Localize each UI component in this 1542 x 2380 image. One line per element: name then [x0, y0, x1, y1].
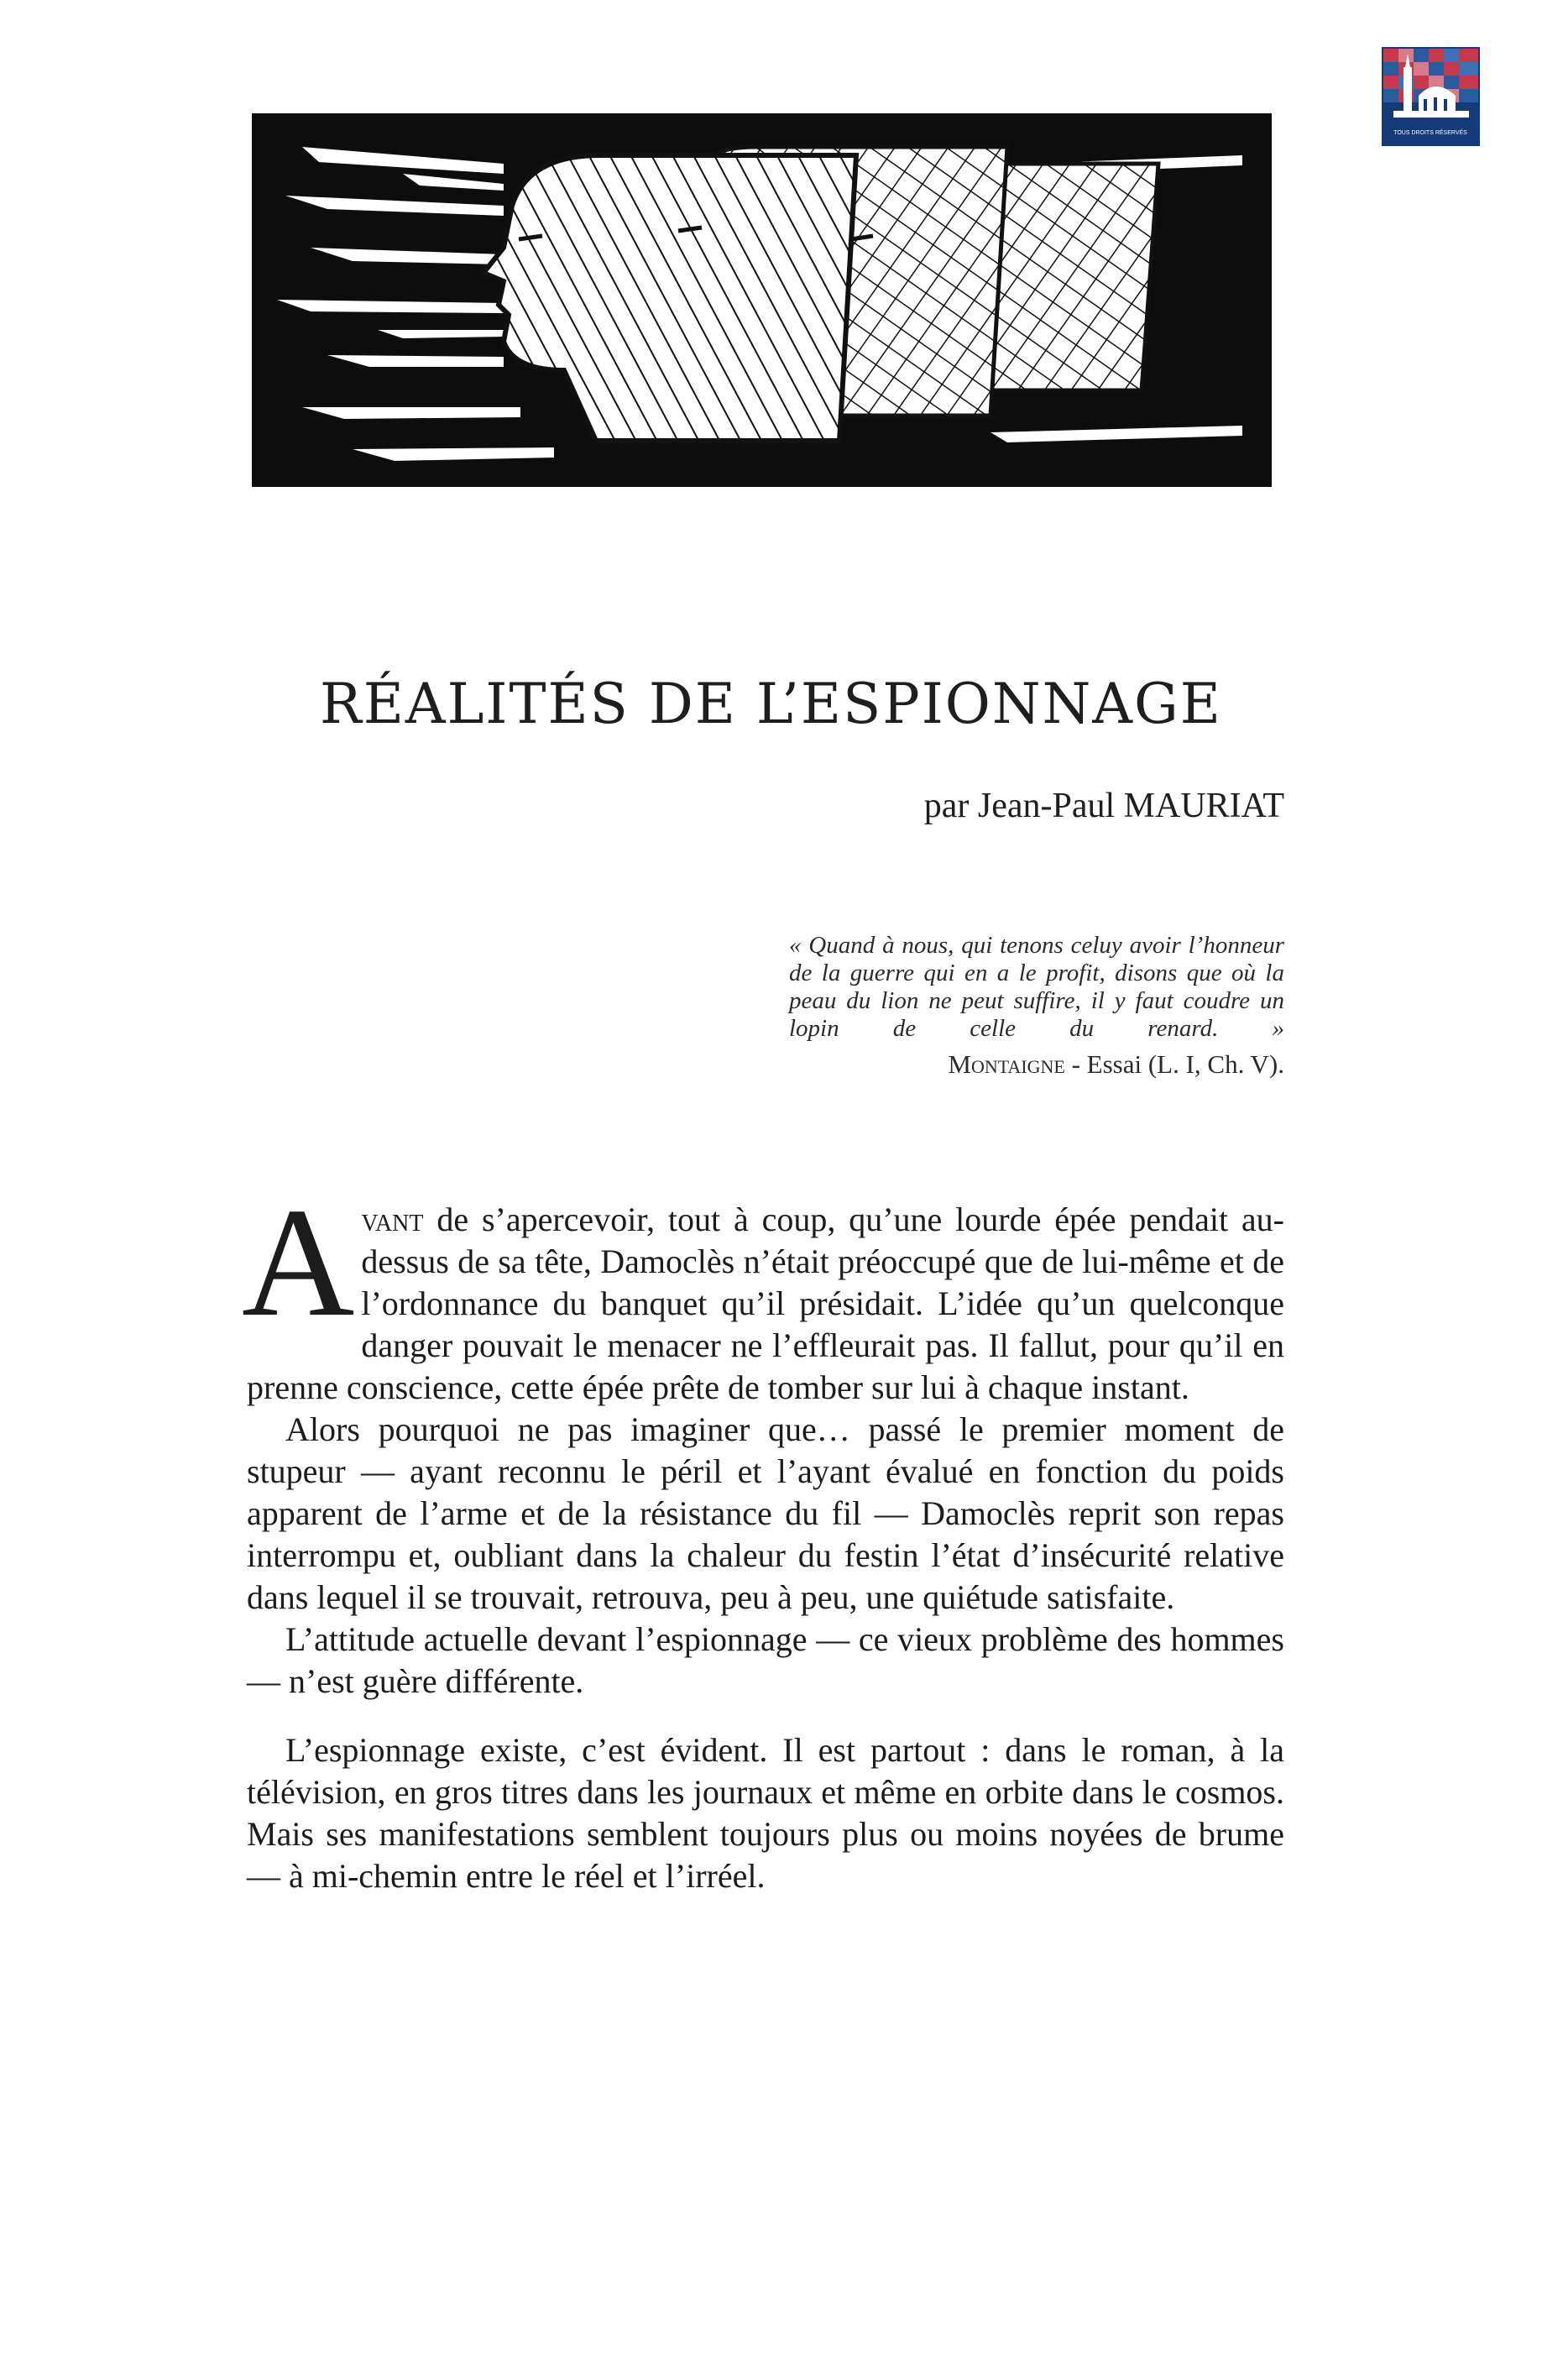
- paragraph-1: [242, 1176, 1284, 1409]
- paragraph-1-text: de s’apercevoir, tout à coup, qu’une lourde épée pendait au-dessus de sa tête, Damoclès n’était préoccupé que de lui-même et de l’ordonnance du banquet qu’il présidait. L’idée qu’un quelconque danger pouvait le menacer ne l’effleurait pas. Il fallut, pour qu’il en prenne conscience, cette épée prête de tomber sur lui à chaque instant.: [247, 1200, 1284, 1406]
- publisher-logo-icon: [1382, 47, 1480, 146]
- article-title: RÉALITÉS DE L’ESPIONNAGE: [320, 672, 1222, 736]
- epigraph-quote: « Quand à nous, qui tenons celuy avoir l’honneur de la guerre qui en a le profit, disons que où la peau du lion ne peut suffire, il y faut coudre un lopin de celle du renard. »: [789, 932, 1284, 1042]
- drop-cap: A: [242, 1176, 355, 1349]
- article-byline: par Jean-Paul MAURIAT: [923, 787, 1284, 825]
- article-body: [242, 1176, 1284, 1897]
- epigraph-reference: - Essai (L. I, Ch. V).: [1064, 1049, 1284, 1079]
- paragraph-3: L’attitude actuelle devant l’espionnage — ce vieux problème des hommes — n’est guère différente.: [247, 1620, 1284, 1700]
- paragraph-2: Alors pourquoi ne pas imaginer que… passé le premier moment de stupeur — ayant reconnu le péril et l’ayant évalué en fonction du poids apparent de l’arme et de la résistance du fil — Damoclès reprit son repas interrompu et, oubliant dans la chaleur du festin l’état d’insécurité relative dans lequel il se trouvait, retrouva, peu à peu, une quiétude satisfaite.: [247, 1410, 1284, 1616]
- first-word-smallcaps: vant: [361, 1200, 424, 1238]
- paragraph-4: L’espionnage existe, c’est évident. Il est partout : dans le roman, à la télévision, en gros titres dans les journaux et même en orbite dans le cosmos. Mais ses manifestations semblent toujours plus ou moins noyées de brume — à mi-chemin entre le réel et l’irréel.: [247, 1731, 1284, 1895]
- epigraph-attribution: [789, 1049, 1284, 1080]
- logo-caption: TOUS DROITS RÉSERVÉS: [1393, 130, 1467, 136]
- three-profile-heads-woodcut-icon: [252, 113, 1272, 487]
- epigraph: [789, 932, 1284, 1080]
- epigraph-author: Montaigne: [948, 1049, 1065, 1079]
